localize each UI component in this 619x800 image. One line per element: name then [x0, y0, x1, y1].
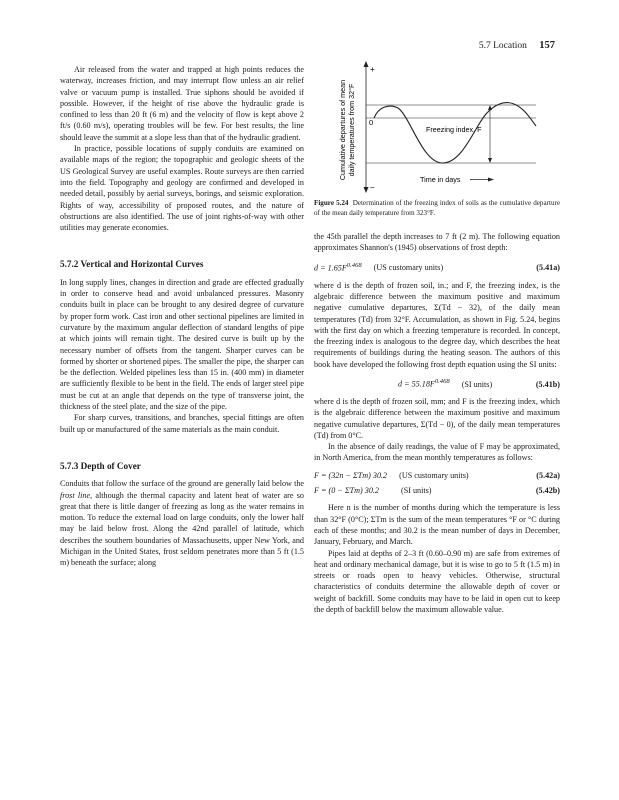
- paragraph: where d is the depth of frozen soil, in.; and F, the freezing index, is the algebraic difference between the maximum positive and maximum negative cumulative departures, Σ(Td − 32), of the daily mean temperatures (Td) from 32°F. Accumulation, as shown in Fig. 5.24, begins with the first day on which a freezing temperature is recorded. In concept, the freezing index is analogous to the degree day, which describes the heat requirements of buildings during the heating season. The authors of this book have developed the following frost depth equation using the SI units:: [314, 280, 560, 369]
- text-run: , although the thermal capacity and latent heat of water are so great that there is little danger of freezing as long as the water remains in motion. To reduce the external load on large conduits, only the lower half may be laid below frost. Along the 42nd parallel of latitude, which describes the southern boundaries of Massachusetts, upper New York, and Michigan in the United States, frost seldom penetrates more than 5 ft (1.5 m) beneath the surface; along: [60, 490, 304, 568]
- emphasis-frost-line: frost line: [60, 490, 91, 500]
- zero-label: 0: [369, 118, 374, 127]
- equation-number: (5.41b): [535, 379, 560, 389]
- equation-units: (US customary units): [373, 263, 444, 273]
- equation-units: (US customary units): [399, 470, 469, 480]
- figure-caption: [314, 199, 560, 218]
- y-axis-label-line2: daily temperatures from 32°F: [347, 83, 356, 177]
- equation-units: (SI units): [401, 486, 432, 496]
- exponent: 0.468: [346, 261, 362, 269]
- section-title: 5.7 Location: [478, 41, 527, 51]
- paragraph: where d is the depth of frozen soil, mm; and F is the freezing index, which is the algebraic difference between the maximum positive and maximum negative cumulative departures, Σ(Td − 0), of the daily mean temperatures (Td) from 0°C.: [314, 397, 560, 440]
- page-number: 157: [539, 40, 555, 51]
- paragraph: Air released from the water and trapped at high points reduces the waterway, increases friction, and may interrupt flow unless an air relief valve or vacuum pump is installed. True siphons should be avoided if possible. However, if the height of rise above the hydraulic grade is confined to less than 20 ft (6 m) and the velocity of flow is kept above 2 ft/s (0.60 m/s), operating troubles will be few. For best results, the line should leave the summit at a slope less than that of the hydraulic gradient.: [60, 65, 304, 142]
- section-heading-5-7-3: 5.7.3 Depth of Cover: [60, 460, 141, 471]
- text-run: Conduits that follow the surface of the ground are generally laid below the: [60, 479, 304, 489]
- paragraph: Pipes laid at depths of 2–3 ft (0.60–0.90 m) are safe from extremes of heat and ordinary mechanical damage, but it is wise to go to 5 ft (1.5 m) in streets or roads open to heavy vehicles. Otherwise, structural characteristics of conduits determine the allowable depth of cover or weight of backfill. Some conduits may have to be laid in open cut to keep the depth of backfill below the maximum allowable value.: [314, 548, 560, 615]
- equation-expression: [314, 260, 362, 274]
- equation-5-41a: [314, 260, 560, 274]
- equation-expression: [398, 376, 450, 390]
- freezing-index-figure: [314, 58, 564, 196]
- equation-expression: F = (0 − ΣTm) 30.2: [314, 486, 379, 496]
- caption-text: Determination of the freezing index of soils as the cumulative departure of the mean daily temperature from 323°F.: [314, 199, 561, 217]
- right-column: [314, 231, 560, 615]
- equation-5-42b: [314, 485, 560, 496]
- expr-text: d = 55.18F: [398, 379, 435, 389]
- equation-5-42a: [314, 470, 560, 481]
- y-axis-arrow-down: [364, 187, 369, 193]
- expr-text: d = 1.65F: [314, 263, 347, 273]
- paragraph: the 45th parallel the depth increases to 7 ft (2 m). The following equation approximates Shannon's (1945) observations of frost depth:: [314, 232, 560, 253]
- caption-number: Figure 5.24: [314, 199, 349, 207]
- y-axis-label-line1: Cumulative departures of mean: [338, 79, 347, 181]
- plus-sign: +: [370, 65, 375, 74]
- equation-5-41b: [314, 376, 560, 390]
- paragraph: Here n is the number of months during which the temperature is less than 32°F (0°C); ΣTm is the sum of the mean temperatures °F or °C during each of these months; and 30.2 is the mean number of days in December, January, February, and March.: [314, 503, 560, 547]
- equation-expression: F = (32n − ΣTm) 30.2: [314, 470, 388, 480]
- section-heading-5-7-2: 5.7.2 Vertical and Horizontal Curves: [60, 259, 204, 270]
- paragraph: In the absence of daily readings, the value of F may be approximated, in North America, from the mean monthly temperatures as follows:: [314, 442, 560, 463]
- paragraph: [60, 478, 304, 568]
- equation-units: (SI units): [461, 379, 493, 389]
- paragraph: For sharp curves, transitions, and branches, special fittings are often built up or manufactured of the same materials as the main conduit.: [60, 413, 304, 434]
- time-axis-label: Time in days: [420, 175, 461, 184]
- time-arrow-head: [488, 178, 494, 182]
- equation-number: (5.42b): [535, 486, 560, 496]
- paragraph: In practice, possible locations of supply conduits are examined on available maps of the region; the topographic and geologic sheets of the US Geological Survey are useful examples. Route surveys are then carried into the field. Topography and geology are confirmed and developed in needed detail, possibly by aerial surveys, borings, and seismic exploration. Rights of way, accessibility of proposed routes, and the nature of obstructions are also identified. The use of joint rights-of-way with other utilities may generate economies.: [60, 144, 304, 233]
- exponent: 0.468: [434, 377, 450, 385]
- y-axis-arrow-up: [364, 61, 369, 67]
- left-column: [60, 64, 304, 569]
- minus-sign: −: [370, 183, 375, 192]
- dimension-arrow-up: [488, 105, 492, 110]
- equation-number: (5.41a): [536, 263, 560, 273]
- equation-number: (5.42a): [536, 470, 560, 480]
- dimension-arrow-down: [488, 158, 492, 163]
- running-header: [479, 40, 555, 51]
- freezing-index-label: Freezing index, F: [426, 125, 482, 134]
- paragraph: In long supply lines, changes in direction and grade are effected gradually in order to conserve head and avoid unbalanced pressures. Masonry conduits built in place can be brought to any desired degree of curvature by proper form work. Cast iron and other sectional pipelines are limited in curvature by the maximum angular deflection of standard lengths of pipe at which joints will remain tight. The desired curve is built up by the necessary number of offsets from the tangent. Sharper curves can be formed by shorter or shortened pipes. The smaller the pipe, the sharper can be the deflection. Welded pipelines less than 15 in. (400 mm) in diameter are sufficiently flexible to be bent in the field. The ends of larger steel pipe must be cut at an angle that depends on the type of transverse joint, the thickness of the steel plate, and the size of the pipe.: [60, 277, 304, 412]
